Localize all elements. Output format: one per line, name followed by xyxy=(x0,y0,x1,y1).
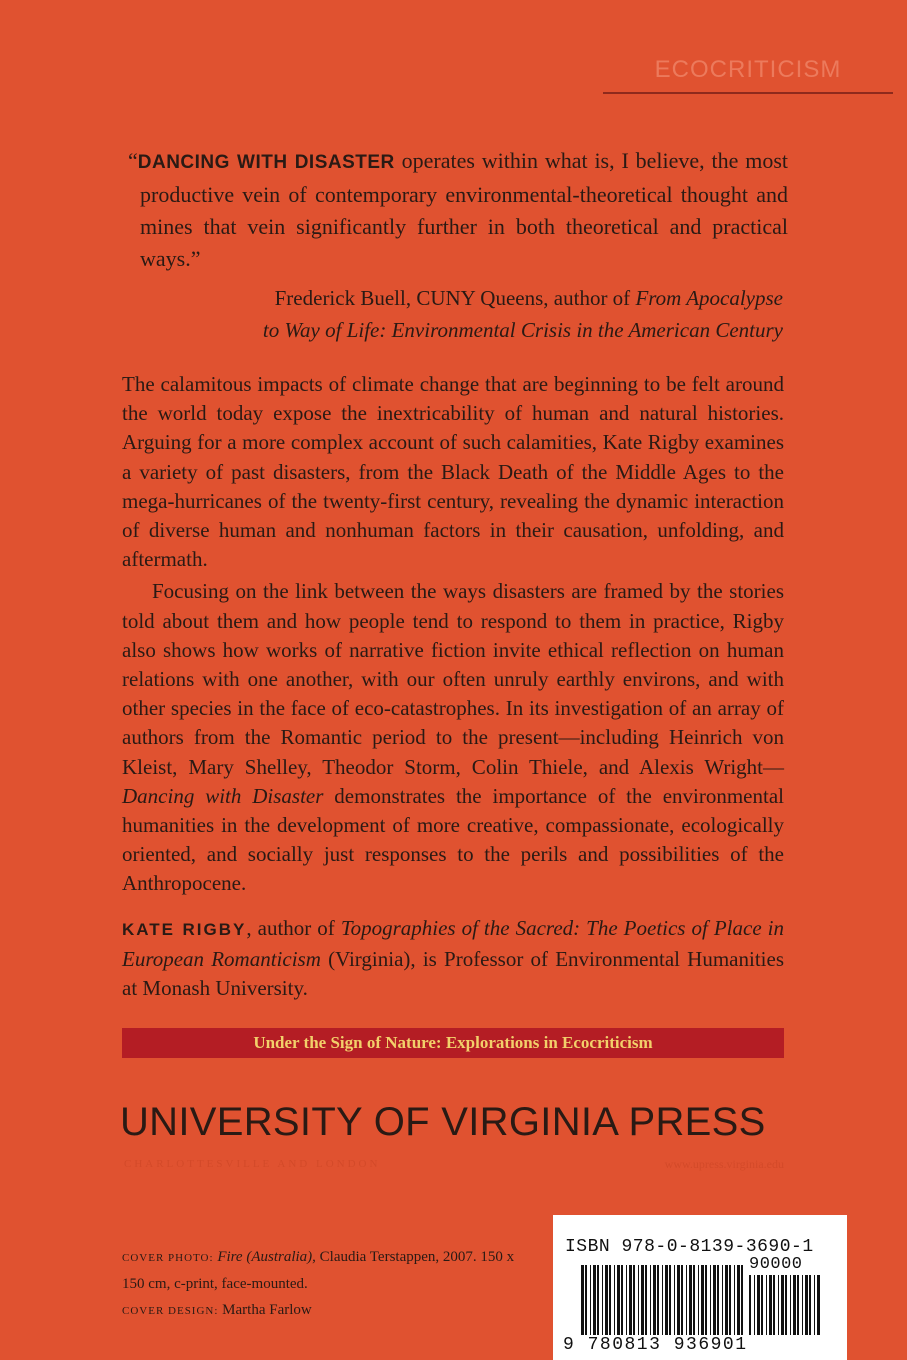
barcode-bar xyxy=(741,1265,743,1335)
barcode-bar xyxy=(729,1265,731,1335)
barcode-bar xyxy=(754,1275,755,1335)
barcode-bar xyxy=(662,1265,663,1335)
barcode-bar xyxy=(689,1265,692,1335)
category-rule xyxy=(603,92,893,94)
endorsement-attribution xyxy=(128,282,783,346)
barcode-bar xyxy=(597,1265,599,1335)
author-name: KATE RIGBY xyxy=(122,920,247,939)
barcode-bar xyxy=(645,1265,647,1335)
barcode-bar xyxy=(593,1265,596,1335)
barcode-bar xyxy=(665,1265,668,1335)
barcode-bar xyxy=(734,1265,735,1335)
barcode-bar xyxy=(585,1265,587,1335)
barcode-bar xyxy=(681,1265,683,1335)
barcode-bar xyxy=(766,1275,767,1335)
barcode-bar xyxy=(698,1265,699,1335)
barcode-bar xyxy=(626,1265,627,1335)
barcode-addon-digits: 90000 xyxy=(749,1255,803,1274)
barcode-bar xyxy=(761,1275,763,1335)
barcode-bar xyxy=(805,1275,808,1335)
cover-photo-title: Fire (Australia) xyxy=(217,1249,313,1265)
barcode-bar xyxy=(657,1265,659,1335)
barcode-bar xyxy=(773,1275,775,1335)
barcode-bar xyxy=(705,1265,707,1335)
cover-design-label: COVER DESIGN: xyxy=(122,1305,219,1317)
barcode-bar xyxy=(609,1265,611,1335)
barcode-bar xyxy=(785,1275,787,1335)
barcode-bar xyxy=(797,1275,799,1335)
bio-text-a: , author of xyxy=(246,916,341,940)
barcode-bar xyxy=(581,1265,584,1335)
barcode-bar xyxy=(633,1265,635,1335)
barcode-bar xyxy=(669,1265,671,1335)
barcode-bar xyxy=(710,1265,711,1335)
barcode-bar xyxy=(809,1275,811,1335)
barcode-bar xyxy=(686,1265,687,1335)
barcode-bar xyxy=(677,1265,680,1335)
quoted-title: DANCING WITH DISASTER xyxy=(137,152,395,173)
barcode-bar xyxy=(769,1275,772,1335)
attribution-book-part2: to Way of Life: Environmental Crisis in the American Century xyxy=(262,318,783,342)
barcode-bar xyxy=(650,1265,651,1335)
category-label: ECOCRITICISM xyxy=(654,56,842,83)
barcode-bar xyxy=(621,1265,623,1335)
endorsement-quote xyxy=(128,145,788,275)
barcode-bar xyxy=(781,1275,784,1335)
description-paragraph-2 xyxy=(122,577,784,898)
barcode-bar xyxy=(757,1275,760,1335)
bio-text-b: (Virginia), is Professor of Environmental Humanities at Monash University. xyxy=(122,946,784,1000)
cover-design-text: Martha Farlow xyxy=(218,1302,312,1318)
ean-barcode xyxy=(581,1265,745,1335)
description-paragraph-2-a: Focusing on the link between the ways disasters are framed by the stories told about them and how people tend to respond to them in practice, Rigby also shows how works of narrative fiction invite ethical reflection on human relations with one another, with our often unruly earthly environs, and with other species in the face of eco-catastrophes. In its investigation of an array of authors from the Romantic period to the present—including Heinrich von Kleist, Mary Shelley, Theodor Storm, Colin Thiele, and Alexis Wright— xyxy=(122,579,784,779)
series-banner: Under the Sign of Nature: Explorations in Ecocriticism xyxy=(122,1028,784,1058)
description-book-title: Dancing with Disaster xyxy=(122,783,324,808)
barcode-bar xyxy=(590,1265,591,1335)
open-quote: “ xyxy=(128,148,138,173)
barcode-bar xyxy=(793,1275,796,1335)
barcode-bar xyxy=(778,1275,779,1335)
barcode-bar xyxy=(641,1265,644,1335)
barcode-bar xyxy=(605,1265,608,1335)
barcode-bar xyxy=(693,1265,695,1335)
barcode-bar xyxy=(790,1275,791,1335)
cover-photo-text: , Claudia Terstappen, 2007. 150 x 150 cm, c-print, face-mounted. xyxy=(122,1249,515,1292)
attribution-author: Frederick Buell, CUNY Queens, author of xyxy=(274,286,636,310)
addon-barcode xyxy=(749,1275,821,1335)
barcode-bar xyxy=(617,1265,620,1335)
description-paragraph-2-b: demonstrates the importance of the environmental humanities in the development of more creative, compassionate, ecologically oriented, and socially just responses to the perils and possibilities of the Anthropocene. xyxy=(122,783,784,896)
barcode-bar xyxy=(713,1265,716,1335)
barcode-bar xyxy=(725,1265,728,1335)
cover-credits xyxy=(122,1244,522,1324)
barcode-bar xyxy=(614,1265,615,1335)
bio-book-title: Topographies of the Sacred: The Poetics of Place in European Romanticism xyxy=(122,916,785,971)
barcode-bar xyxy=(814,1275,815,1335)
publisher-city: CHARLOTTESVILLE AND LONDON xyxy=(124,1158,381,1170)
barcode-bar xyxy=(701,1265,704,1335)
author-bio xyxy=(122,914,784,1004)
barcode-bar xyxy=(638,1265,639,1335)
barcode-bar xyxy=(674,1265,675,1335)
attribution-book-part1: From Apocalypse xyxy=(635,286,783,310)
publisher-name: UNIVERSITY OF VIRGINIA PRESS xyxy=(120,1100,766,1144)
barcode-bar xyxy=(817,1275,820,1335)
barcode-bar xyxy=(717,1265,719,1335)
description-paragraph-1: The calamitous impacts of climate change that are beginning to be felt around the world today expose the inextricability of human and natural histories. Arguing for a more complex account of such calamities, Kate Rigby examines a variety of past disasters, from the Black Death of the Middle Ages to the mega-hurricanes of the twenty-first century, revealing the dynamic interaction of diverse human and nonhuman factors in their causation, unfolding, and aftermath. xyxy=(122,372,784,572)
isbn-label: ISBN 978-0-8139-3690-1 xyxy=(565,1237,814,1257)
barcode-bar xyxy=(602,1265,603,1335)
barcode-bar xyxy=(722,1265,723,1335)
publisher-url[interactable]: www.upress.virginia.edu xyxy=(664,1157,784,1171)
ean-digits: 9 780813 936901 xyxy=(563,1335,748,1355)
barcode-bar xyxy=(653,1265,656,1335)
barcode-bar xyxy=(749,1275,751,1335)
book-description xyxy=(122,370,784,899)
barcode-bar xyxy=(737,1265,740,1335)
quote-text: operates within what is, I believe, the most productive vein of contemporary environmental-theoretical thought and mines that vein significantly further in both theoretical and practical ways.” xyxy=(140,148,788,271)
cover-photo-label: COVER PHOTO: xyxy=(122,1252,214,1264)
barcode-bar xyxy=(629,1265,632,1335)
barcode-panel xyxy=(553,1215,847,1360)
barcode-bar xyxy=(802,1275,803,1335)
